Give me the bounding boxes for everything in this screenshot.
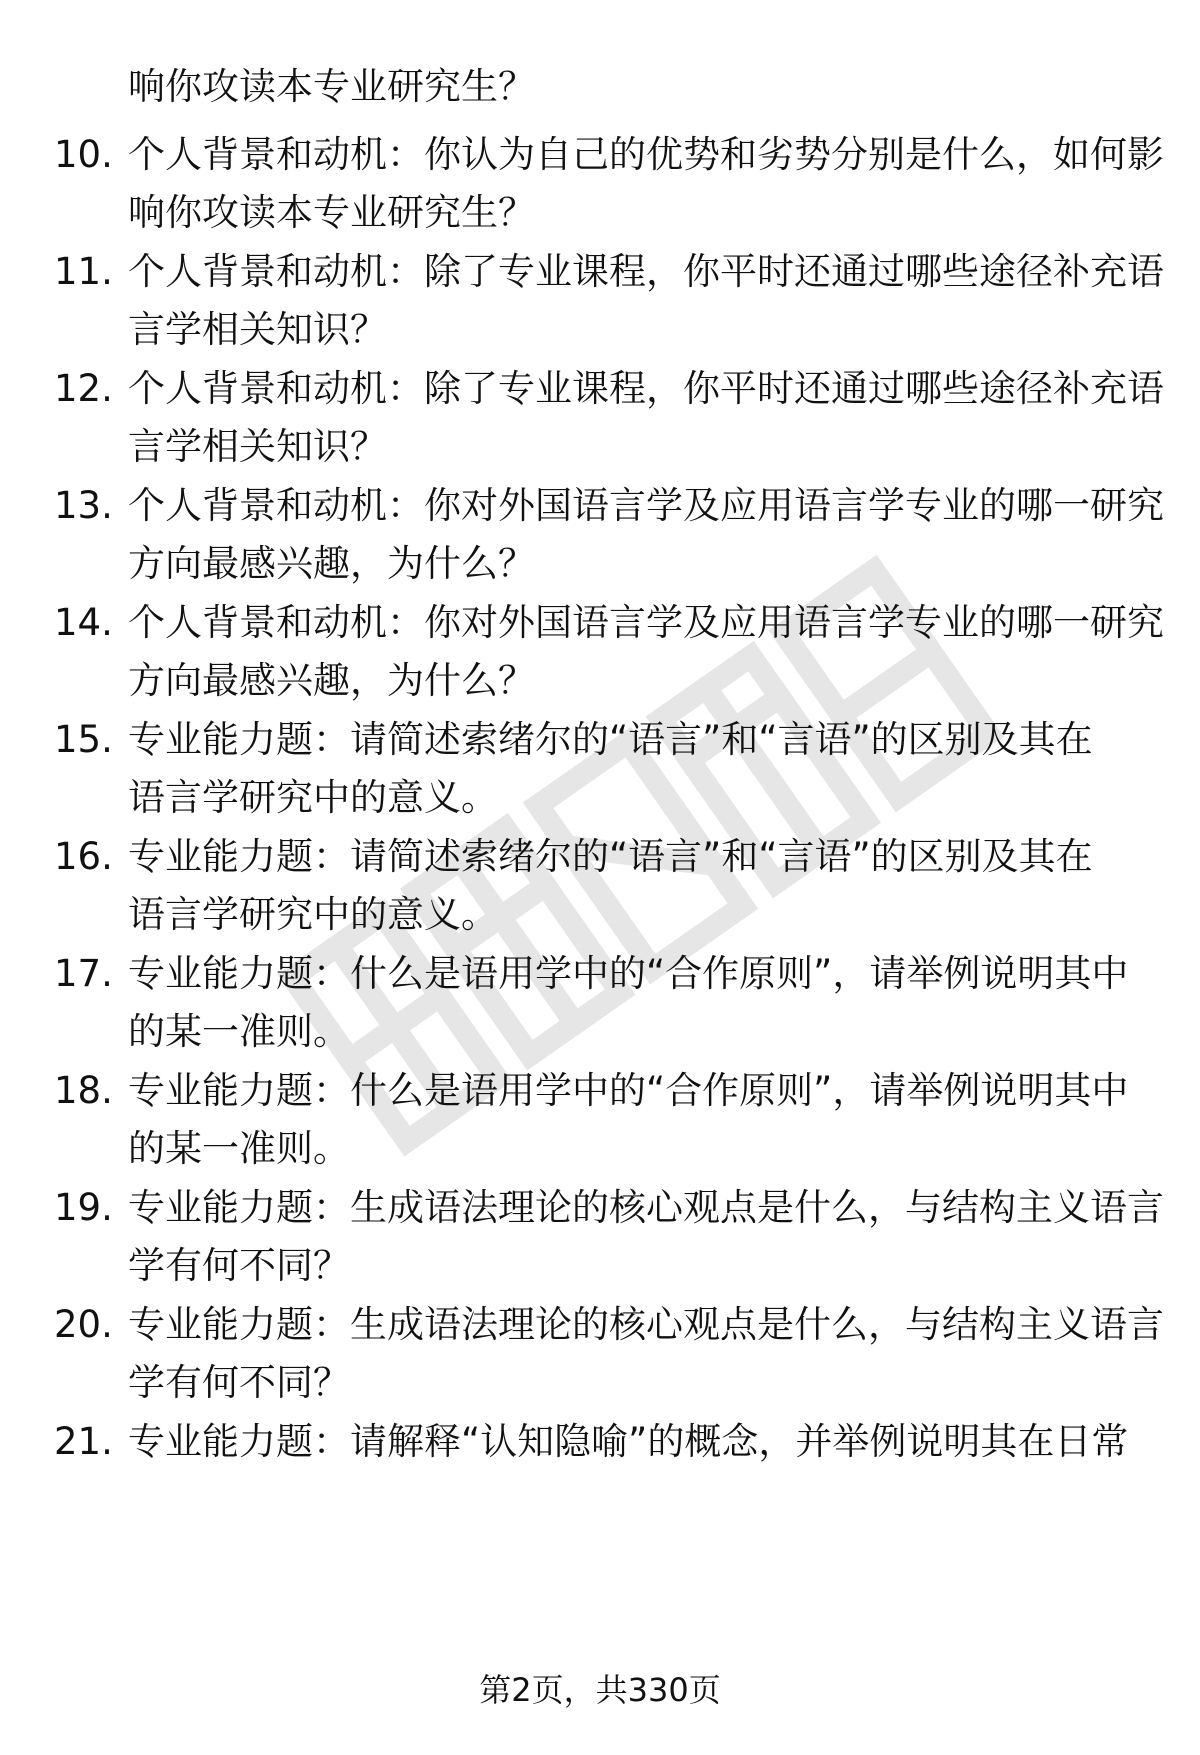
question-text-line1: 个人背景和动机：你对外国语言学及应用语言学专业的哪一研究 [128,484,1164,527]
question-text-line2: 的某一准则。 [128,1010,350,1053]
question-number: 19. [54,1186,113,1229]
question-number: 10. [54,133,113,176]
question-text-line2: 言学相关知识？ [128,308,387,351]
question-item [0,126,1200,246]
question-text-line2: 语言学研究中的意义。 [128,893,498,936]
question-item [0,1179,1200,1299]
question-item [0,1062,1200,1182]
question-text-line1: 个人背景和动机：你对外国语言学及应用语言学专业的哪一研究 [128,601,1164,644]
question-text-line1: 专业能力题：请简述索绪尔的“语言”和“言语”的区别及其在 [128,835,1093,878]
question-number: 14. [54,601,113,644]
question-text-line1: 个人背景和动机：除了专业课程，你平时还通过哪些途径补充语 [128,250,1164,293]
continuation-line: 响你攻读本专业研究生？ [128,65,535,108]
question-text-line2: 学有何不同？ [128,1361,350,1404]
question-item [0,1413,1200,1533]
question-text-line1: 个人背景和动机：你认为自己的优势和劣势分别是什么，如何影 [128,133,1164,176]
question-item [0,711,1200,831]
question-text-line2: 响你攻读本专业研究生？ [128,191,535,234]
question-text-line1: 专业能力题：生成语法理论的核心观点是什么，与结构主义语言 [128,1303,1164,1346]
question-text-line1: 专业能力题：什么是语用学中的“合作原则”，请举例说明其中 [128,1069,1129,1112]
question-text-line1: 专业能力题：什么是语用学中的“合作原则”，请举例说明其中 [128,952,1129,995]
question-text-line1: 专业能力题：请简述索绪尔的“语言”和“言语”的区别及其在 [128,718,1093,761]
question-item [0,1296,1200,1416]
question-text-line2: 言学相关知识？ [128,425,387,468]
question-number: 16. [54,835,113,878]
question-number: 11. [54,250,113,293]
question-number: 12. [54,367,113,410]
question-text-line1: 个人背景和动机：除了专业课程，你平时还通过哪些途径补充语 [128,367,1164,410]
question-text-line2: 方向最感兴趣，为什么？ [128,542,535,585]
question-text-line2: 的某一准则。 [128,1127,350,1170]
question-item [0,945,1200,1065]
question-item [0,477,1200,597]
question-text-line2: 语言学研究中的意义。 [128,776,498,819]
question-text-line2: 学有何不同？ [128,1244,350,1287]
question-number: 13. [54,484,113,527]
question-number: 17. [54,952,113,995]
question-number: 20. [54,1303,113,1346]
question-item [0,360,1200,480]
question-text-line1: 专业能力题：请解释“认知隐喻”的概念，并举例说明其在日常 [128,1420,1129,1463]
question-text-line1: 专业能力题：生成语法理论的核心观点是什么，与结构主义语言 [128,1186,1164,1229]
question-number: 21. [54,1420,113,1463]
question-number: 15. [54,718,113,761]
question-number: 18. [54,1069,113,1112]
page-footer: 第2页，共330页 [479,1671,721,1709]
question-item [0,243,1200,363]
question-item [0,594,1200,714]
question-text-line2: 方向最感兴趣，为什么？ [128,659,535,702]
question-item [0,828,1200,948]
